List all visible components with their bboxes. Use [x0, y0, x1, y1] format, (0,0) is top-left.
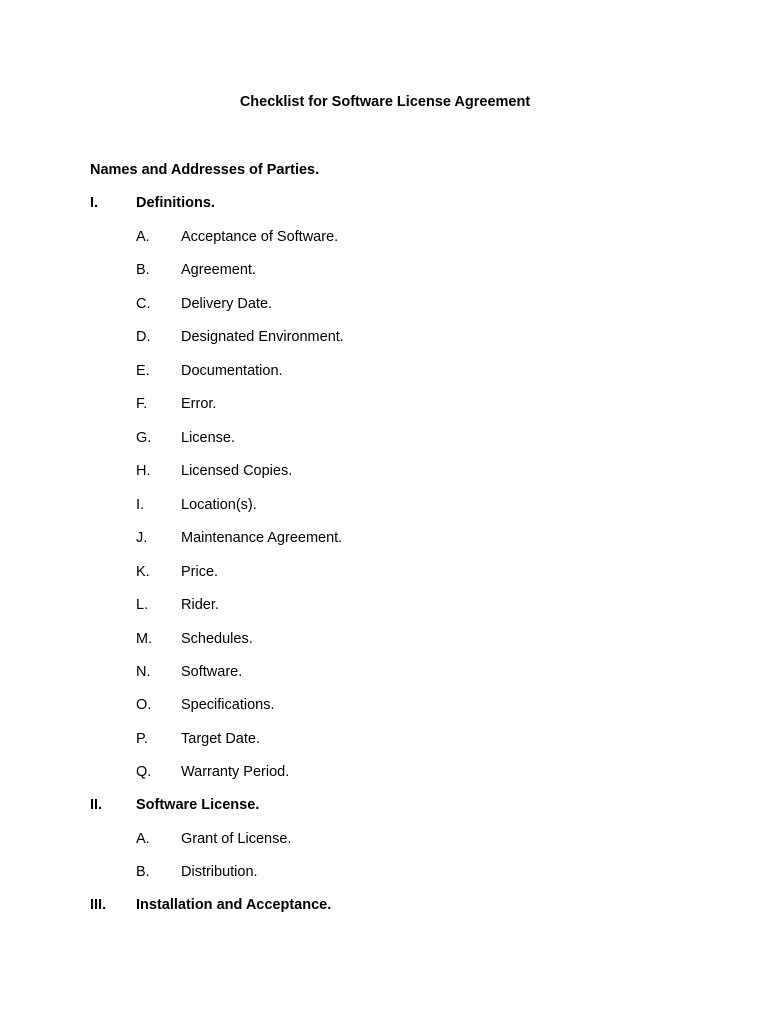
- item-number: K.: [136, 564, 150, 580]
- item-number: F.: [136, 396, 148, 412]
- section-heading: [0, 896, 770, 914]
- item-text: Delivery Date.: [181, 296, 273, 312]
- list-item: [0, 228, 770, 246]
- section-number: II.: [90, 797, 103, 813]
- item-text: Location(s).: [181, 497, 257, 513]
- item-number: B.: [136, 262, 150, 278]
- item-text: Acceptance of Software.: [181, 229, 339, 245]
- section-heading: [0, 796, 770, 814]
- list-item: [0, 863, 770, 881]
- item-number: Q.: [136, 764, 152, 780]
- item-text: Agreement.: [181, 262, 256, 278]
- item-text: License.: [181, 430, 236, 446]
- item-text: Documentation.: [181, 363, 283, 379]
- list-item: [0, 261, 770, 279]
- item-text: Designated Environment.: [181, 329, 344, 345]
- list-item: [0, 830, 770, 848]
- parties-heading-line: [0, 161, 770, 179]
- section-title: Software License.: [136, 797, 260, 813]
- item-number: L.: [136, 597, 149, 613]
- section-heading: [0, 194, 770, 212]
- parties-heading: Names and Addresses of Parties.: [90, 162, 320, 178]
- list-item: [0, 630, 770, 648]
- list-item: [0, 529, 770, 547]
- list-item: [0, 429, 770, 447]
- item-text: Grant of License.: [181, 831, 292, 847]
- item-number: N.: [136, 664, 151, 680]
- item-text: Error.: [181, 396, 217, 412]
- item-number: A.: [136, 831, 150, 847]
- item-number: A.: [136, 229, 150, 245]
- list-item: [0, 663, 770, 681]
- item-text: Specifications.: [181, 697, 275, 713]
- list-item: [0, 395, 770, 413]
- section-number: I.: [90, 195, 99, 211]
- item-text: Warranty Period.: [181, 764, 290, 780]
- list-item: [0, 496, 770, 514]
- item-number: G.: [136, 430, 152, 446]
- item-text: Target Date.: [181, 731, 260, 747]
- list-item: [0, 763, 770, 781]
- document-title: Checklist for Software License Agreement: [239, 94, 531, 110]
- item-text: Rider.: [181, 597, 219, 613]
- item-number: J.: [136, 530, 148, 546]
- list-item: [0, 596, 770, 614]
- item-number: H.: [136, 463, 151, 479]
- item-number: P.: [136, 731, 148, 747]
- item-text: Software.: [181, 664, 243, 680]
- list-item: [0, 362, 770, 380]
- item-text: Licensed Copies.: [181, 463, 293, 479]
- list-item: [0, 295, 770, 313]
- list-item: [0, 730, 770, 748]
- item-text: Price.: [181, 564, 219, 580]
- item-number: I.: [136, 497, 145, 513]
- item-number: O.: [136, 697, 152, 713]
- item-number: C.: [136, 296, 151, 312]
- item-number: D.: [136, 329, 151, 345]
- section-title: Installation and Acceptance.: [136, 897, 332, 913]
- section-title: Definitions.: [136, 195, 215, 211]
- section-number: III.: [90, 897, 107, 913]
- item-text: Schedules.: [181, 631, 253, 647]
- list-item: [0, 328, 770, 346]
- list-item: [0, 563, 770, 581]
- item-text: Maintenance Agreement.: [181, 530, 343, 546]
- list-item: [0, 462, 770, 480]
- list-item: [0, 696, 770, 714]
- item-number: M.: [136, 631, 153, 647]
- item-number: E.: [136, 363, 150, 379]
- item-text: Distribution.: [181, 864, 258, 880]
- item-number: B.: [136, 864, 150, 880]
